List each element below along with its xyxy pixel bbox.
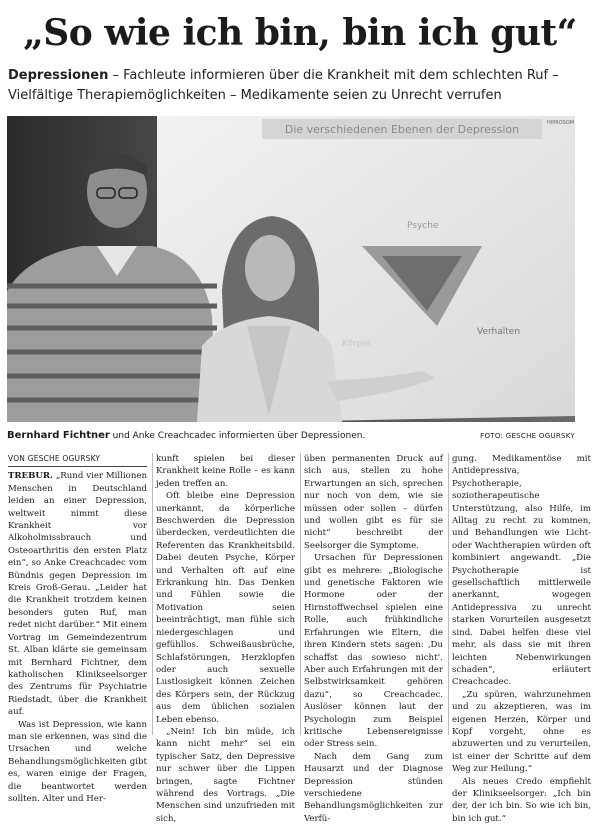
photo-credit: FOTO: GESCHE OGURSKY (480, 432, 575, 440)
column-1 (8, 453, 147, 804)
paragraph: Ursachen für Depressionen gibt es mehrere: „Biologische und genetische Faktoren wie Hormone oder der Hirnstoffwechsel spielen eine Rolle, auch frühkindliche Erfahrungen wie Eltern, die ihren Kindern stets sagen: ‚Du schaffst das sowieso nicht‘. Aber auch Erfahrungen mit der Selbstwirksamkeit gehören dazu“, so Creachcadec. Auslöser können laut der Psychologin zum Beispiel kritische Lebensereignisse oder Stress sein. (304, 553, 443, 750)
subhead-kicker: Depressionen (8, 68, 109, 83)
column-3 (304, 453, 443, 824)
column-4 (452, 453, 591, 824)
paragraph: Als neues Credo empfiehlt der Klinikseelsorger: „Ich bin der, der ich bin. So wie ich bin, bin ich gut.“ (452, 776, 591, 824)
article-body (8, 453, 594, 824)
caption-name: Bernhard Fichtner (7, 430, 110, 441)
subheadline (8, 66, 592, 106)
paragraph (8, 470, 147, 718)
paragraph: üben permanenten Druck auf sich aus, stellen zu hohe Erwartungen an sich, sprechen nur noch von dem, wie sie müssen oder sollen – dürfen und wollen gibt es für sie nicht“ beschreibt der Seelsorger die Symptome. (304, 454, 443, 551)
man-sweater (7, 246, 217, 422)
slide-title: Die verschiedenen Ebenen der Depression (284, 123, 520, 136)
column-rule (300, 453, 301, 735)
paragraph: „Zu spüren, wahrzunehmen und zu akzeptieren, was im eigenen Herzen, Körper und Kopf vorgeht, ohne es abzuwerten und zu verurteilen, ist einer der Schritte auf dem Weg zur Heilung.“ (452, 689, 591, 775)
article-photo (7, 116, 575, 422)
dateline: TREBUR. (8, 471, 53, 482)
subhead-text: – Fachleute informieren über die Krankheit mit dem schlechten Ruf – Vielfältige Therapiemöglichkeiten – Medikamente seien zu Unrecht verrufen (8, 68, 559, 103)
slide-label-koerper: Körper (342, 339, 372, 349)
photo-caption (7, 428, 593, 444)
byline: VON GESCHE OGURSKY (8, 453, 147, 467)
paragraph: Nach dem Gang zum Hausarzt und der Diagnose Depression stünden verschiedene Behandlungsmöglichkeiten zur Verfü- (304, 751, 443, 824)
paragraph: gung. Medikamentöse mit Antidepressiva, Psychotherapie, soziotherapeutische Unterstützung, also Hilfe, im Alltag zu recht zu kommen, und Behandlungen wie Licht- oder Wachtherapien würden oft kombiniert angewandt. „Die Psychotherapie ist gesellschaftlich mittlerweile anerkannt, wogegen Antidepressiva zu unrecht starken Vorurteilen ausgesetzt sind. Dabei helfen diese viel mehr, als dass sie mit ihren leichten Nebenwirkungen schaden“, erläutert Creachcadec. (452, 454, 591, 688)
paragraph: kunft spielen bei dieser Krankheit keine Rolle – es kann jeden treffen an. (156, 454, 295, 489)
headline: „So wie ich bin, bin ich gut“ (23, 12, 577, 54)
paragraph: Was ist Depression, wie kann man sie erkennen, was sind die Ursachen und welche Behandlungsmöglichkeiten gibt es, waren einige der Fragen, die beantwortet werden sollten. Alter und Her- (8, 719, 147, 804)
slide-label-verhalten: Verhalten (477, 327, 521, 337)
woman-face (245, 235, 295, 301)
slide-label-psyche: Psyche (407, 221, 439, 231)
slide-corner-label: HIPROSOM (547, 120, 575, 126)
photo-illustration (7, 116, 575, 422)
paragraph-text: „Rund vier Millionen Menschen in Deutschland leiden an einer Depression, weltweit nimmt diese Krankheit vor Alkoholmissbrauch und Osteoarthritis den ersten Platz ein“, so Anke Creachcadec vom Bündnis gegen Depression im Kreis Groß-Gerau. „Leider hat die Krankheit trotzdem keinen besonders guten Ruf, man redet nicht darüber.“ Mit einem Vortrag im Gemeindezentrum St. Alban klärte sie gemeinsam mit Bernhard Fichtner, dem katholischen Klinikseelsorger des Zentrums für Psychiatrie Riedstadt, über die Krankheit auf. (8, 471, 147, 718)
column-rule (152, 453, 153, 735)
column-2 (156, 453, 295, 824)
paragraph: Oft bleibe eine Depression unerkannt, da körperliche Beschwerden die Depression überdecken, verdeutlichten die Referenten das Krankheitsbild. Dabei deuten Psyche, Körper und Verhalten oft auf eine Erkrankung hin. Das Denken und Fühlen sowie die Motivation seien beeinträchtigt, man fühle sich niedergeschlagen und gefühllos. Schweißausbrüche, Schlafstörungen, Herzklopfen oder auch sexuelle Lustlosigkeit können Zeichen des Körpers sein, der Rückzug aus dem üblichen sozialen Leben ebenso. (156, 491, 295, 725)
column-rule (448, 453, 449, 735)
paragraph: „Nein! Ich bin müde, ich kann nicht mehr“ sei ein typischer Satz, den Depressive nur schwer über die Lippen bringen, sagte Fichtner während des Vortrags. „Die Menschen sind unzufrieden mit sich, (156, 726, 295, 824)
caption-text: und Anke Creachcadec informierten über Depressionen. (109, 431, 366, 441)
